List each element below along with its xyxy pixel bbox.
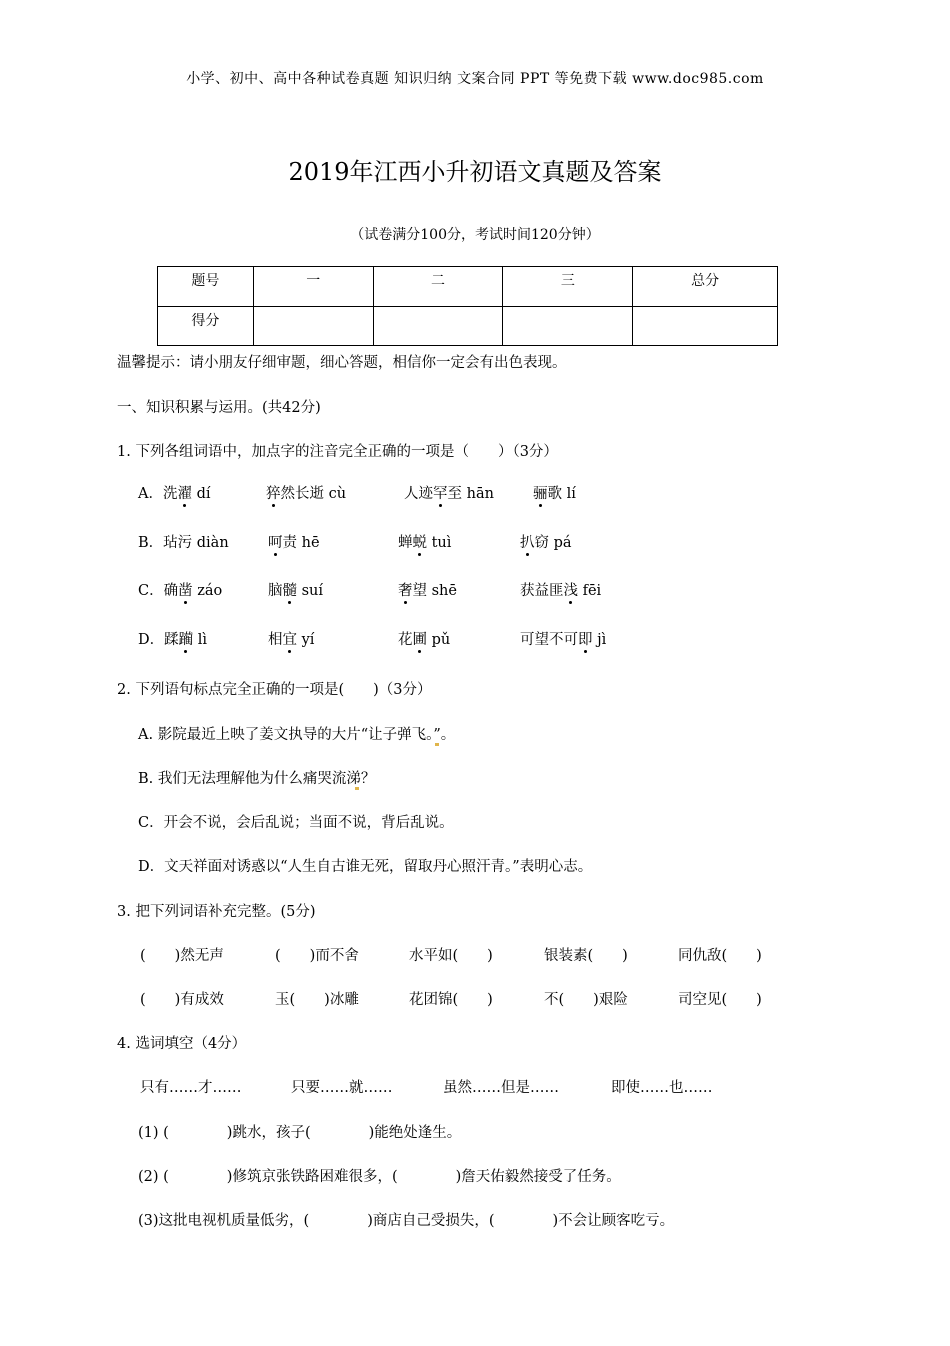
option-text: 花 (398, 632, 413, 648)
fill-item[interactable]: 花团锦( ) (409, 992, 493, 1008)
fill-item[interactable]: ( )而不舍 (275, 948, 359, 964)
dotted-char: 奢 (398, 583, 413, 599)
fill-item[interactable]: 玉( )冰雕 (275, 992, 359, 1008)
score-input-cell[interactable] (503, 306, 633, 346)
pinyin: pǔ (427, 632, 451, 648)
section-heading: 一、知识积累与运用。(共42分) (117, 400, 321, 416)
score-row-label: 得分 (158, 306, 254, 346)
option-text: 可望不可 (520, 632, 578, 648)
score-header-cell: 题号 (158, 267, 254, 307)
page-title: 2019年江西小升初语文真题及答案 (288, 158, 662, 186)
option-text: 然长逝 cù (280, 486, 347, 502)
score-header-cell: 一 (253, 267, 373, 307)
dotted-char: 凿 (178, 583, 193, 599)
option-text: C．确 (138, 583, 179, 599)
option-text: 。”。 (426, 727, 456, 743)
option-text: 人迹 (404, 486, 433, 502)
question-2-option-d[interactable]: D．文天祥面对诱惑以“人生自古谁无死，留取丹心照汗青。”表明心志。 (138, 859, 593, 875)
dotted-char: 扒 (520, 535, 535, 551)
option-text: A．洗 (138, 486, 178, 502)
option-text: 望 shē (412, 583, 457, 599)
option-text: 责 hē (282, 535, 320, 551)
option-text: 歌 lí (547, 486, 576, 502)
pinyin: suí (297, 583, 324, 599)
word-option: 即使……也…… (611, 1080, 713, 1096)
question-1-option-b[interactable] (138, 531, 572, 552)
page-header: 小学、初中、高中各种试卷真题 知识归纳 文案合同 PPT 等免费下载 www.doc985.com (186, 71, 764, 87)
option-text: 获益匪 (520, 583, 564, 599)
score-table-score-row (158, 306, 778, 346)
score-header-cell: 二 (373, 267, 503, 307)
option-text: 相 (268, 632, 283, 648)
fill-item[interactable]: 水平如( ) (409, 948, 493, 964)
fill-item[interactable]: 司空见( ) (678, 992, 762, 1008)
exam-info: （试卷满分100分，考试时间120分钟） (350, 227, 600, 243)
pinyin: záo (192, 583, 223, 599)
dotted-char: 即 (578, 632, 593, 648)
option-text: B．玷 (138, 535, 178, 551)
pinyin: dí (191, 486, 211, 502)
option-text: 脑 (268, 583, 283, 599)
pinyin: tuì (427, 535, 452, 551)
word-option: 虽然……但是…… (443, 1080, 559, 1096)
fill-item[interactable]: ( )有成效 (140, 992, 224, 1008)
dotted-char: 圃 (412, 632, 427, 648)
question-2-option-a[interactable] (138, 723, 455, 744)
option-text: 窃 pá (534, 535, 572, 551)
option-text: 蝉 (398, 535, 413, 551)
dotted-char: 濯 (177, 486, 192, 502)
option-text: A. 影院最近上映了姜文执导的大片“让子弹飞 (138, 727, 427, 743)
score-input-cell[interactable] (633, 306, 778, 346)
question-1-option-a[interactable] (138, 482, 576, 503)
score-input-cell[interactable] (373, 306, 503, 346)
question-3-stem: 3. 把下列词语补充完整。(5分) (117, 904, 316, 920)
tip-text: 温馨提示：请小朋友仔细审题，细心答题，相信你一定会有出色表现。 (117, 355, 567, 371)
pinyin: yí (297, 632, 315, 648)
pinyin: lì (193, 632, 208, 648)
pinyin: fēi (578, 583, 602, 599)
fill-sentence-1[interactable]: (1) ( )跳水，孩子( )能绝处逢生。 (138, 1125, 462, 1141)
option-text: 至 hān (447, 486, 494, 502)
fill-item[interactable]: 同仇敌( ) (678, 948, 762, 964)
fill-sentence-3[interactable]: (3)这批电视机质量低劣，( )商店自己受损失，( )不会让顾客吃亏。 (138, 1213, 675, 1229)
fill-item[interactable]: 不( )艰险 (544, 992, 628, 1008)
dotted-char: 髓 (282, 583, 297, 599)
question-1-stem: 1. 下列各组词语中，加点字的注音完全正确的一项是（ ）（3分） (117, 444, 558, 460)
score-header-cell: 总分 (633, 267, 778, 307)
score-input-cell[interactable] (253, 306, 373, 346)
dotted-char: 蜕 (412, 535, 427, 551)
dotted-char: 呵 (268, 535, 283, 551)
word-option: 只要……就…… (291, 1080, 393, 1096)
option-text: 污 diàn (177, 535, 229, 551)
fill-sentence-2[interactable]: (2) ( )修筑京张铁路困难很多，( )詹天佑毅然接受了任务。 (138, 1169, 621, 1185)
dotted-char: 骊 (533, 486, 548, 502)
dotted-char: 躏 (178, 632, 194, 648)
question-2-option-c[interactable]: C．开会不说，会后乱说；当面不说，背后乱说。 (138, 815, 454, 831)
dotted-char: 罕 (433, 486, 448, 502)
score-table (157, 266, 778, 346)
dotted-char: 浅 (563, 583, 578, 599)
option-text: 涕？ (346, 771, 376, 787)
option-text: D．蹂 (138, 632, 179, 648)
option-text: B. 我们无法理解他为什么痛哭流 (138, 771, 347, 787)
word-option: 只有……才…… (140, 1080, 242, 1096)
question-2-stem: 2. 下列语句标点完全正确的一项是( )（3分） (117, 682, 432, 698)
question-4-stem: 4. 选词填空（4分） (117, 1036, 247, 1052)
fill-item[interactable]: ( )然无声 (140, 948, 224, 964)
fill-item[interactable]: 银装素( ) (544, 948, 628, 964)
question-2-option-b[interactable] (138, 767, 375, 788)
score-header-cell: 三 (503, 267, 633, 307)
dotted-char: 猝 (266, 486, 281, 502)
score-table-header-row (158, 267, 778, 307)
dotted-char: 宜 (282, 632, 297, 648)
pinyin: jì (592, 632, 607, 648)
question-1-option-c[interactable] (138, 579, 602, 600)
question-1-option-d[interactable] (138, 628, 607, 649)
